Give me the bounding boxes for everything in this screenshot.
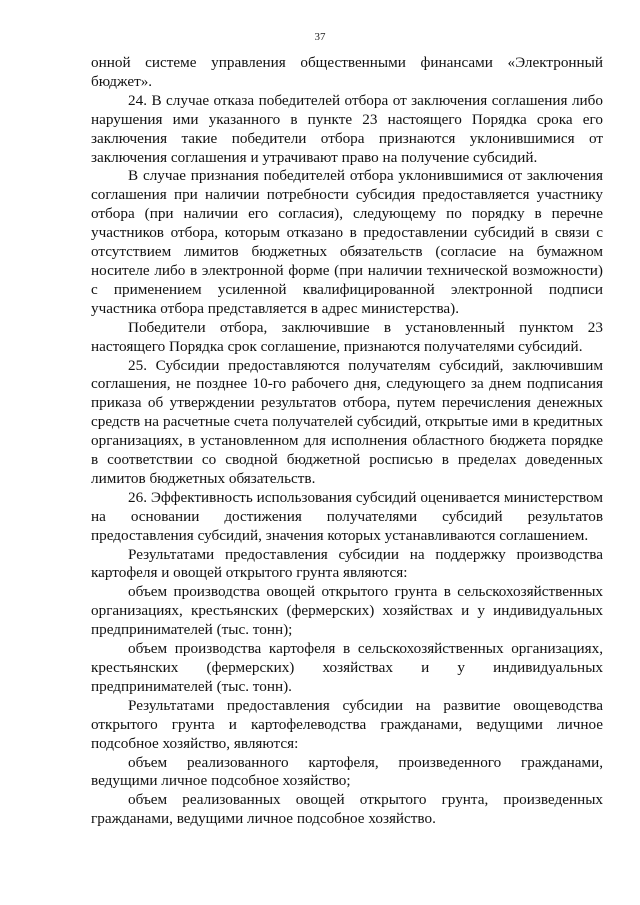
paragraph-continuation: онной системе управления общественными финансами «Электронный бюджет». <box>91 54 603 90</box>
document-body <box>91 54 603 829</box>
paragraph-evasion-case: В случае признания победителей отбора уклонившимися от заключения соглашения при наличии потребности субсидия предоставляется участнику отбора (при наличии его согласия), следующему по порядку в перечне участников отбора, которым отказано в предоставлении субсидий в связи с отсутствием лимитов бюджетных обязательств (согласие на бумажном носителе либо в электронной форме (при наличии технической возможности) с применением усиленной квалифицированной электронной подписи участника отбора представляется в адрес министерства). <box>91 167 603 317</box>
paragraph-result-vegetables: объем производства овощей открытого грунта в сельскохозяйственных организациях, крестьянских (фермерских) хозяйствах и у индивидуальных предпринимателей (тыс. тонн); <box>91 583 603 639</box>
page-number: 37 <box>314 31 326 43</box>
paragraph-winners-recipients: Победители отбора, заключившие в установленный пунктом 23 настоящего Порядка срок соглашение, признаются получателями субсидий. <box>91 318 603 355</box>
paragraph-results-intro-2: Результатами предоставления субсидии на развитие овощеводства открытого грунта и картофелеводства гражданами, ведущими личное подсобное хозяйство, являются: <box>91 696 603 752</box>
paragraph-results-intro-1: Результатами предоставления субсидии на поддержку производства картофеля и овощей открытого грунта являются: <box>91 545 603 582</box>
paragraph-result-potatoes: объем производства картофеля в сельскохозяйственных организациях, крестьянских (фермерских) хозяйствах и у индивидуальных предпринимателей (тыс. тонн). <box>91 640 603 695</box>
paragraph-clause-24: 24. В случае отказа победителей отбора от заключения соглашения либо нарушения ими указанного в пункте 23 настоящего Порядка срока его заключения такие победители отбора признаются уклонившимися от заключения соглашения и утрачивают право на получение субсидий. <box>91 91 603 166</box>
paragraph-clause-25: 25. Субсидии предоставляются получателям субсидий, заключившим соглашения, не позднее 10-го рабочего дня, следующего за днем подписания приказа об утверждении результатов отбора, путем перечисления денежных средств на расчетные счета получателей субсидий, открытые ими в кредитных организациях, в установленном для исполнения областного бюджета порядке в соответствии со сводной бюджетной росписью в пределах доведенных лимитов бюджетных обязательств. <box>91 356 603 487</box>
paragraph-result-sold-potatoes: объем реализованного картофеля, произведенного гражданами, ведущими личное подсобное хозяйство; <box>91 753 603 790</box>
paragraph-clause-26: 26. Эффективность использования субсидий оценивается министерством на основании достижения получателями субсидий результатов предоставления субсидий, значения которых устанавливаются соглашением. <box>91 488 603 544</box>
paragraph-result-sold-vegetables: объем реализованных овощей открытого грунта, произведенных гражданами, ведущими личное подсобное хозяйство. <box>91 791 603 828</box>
